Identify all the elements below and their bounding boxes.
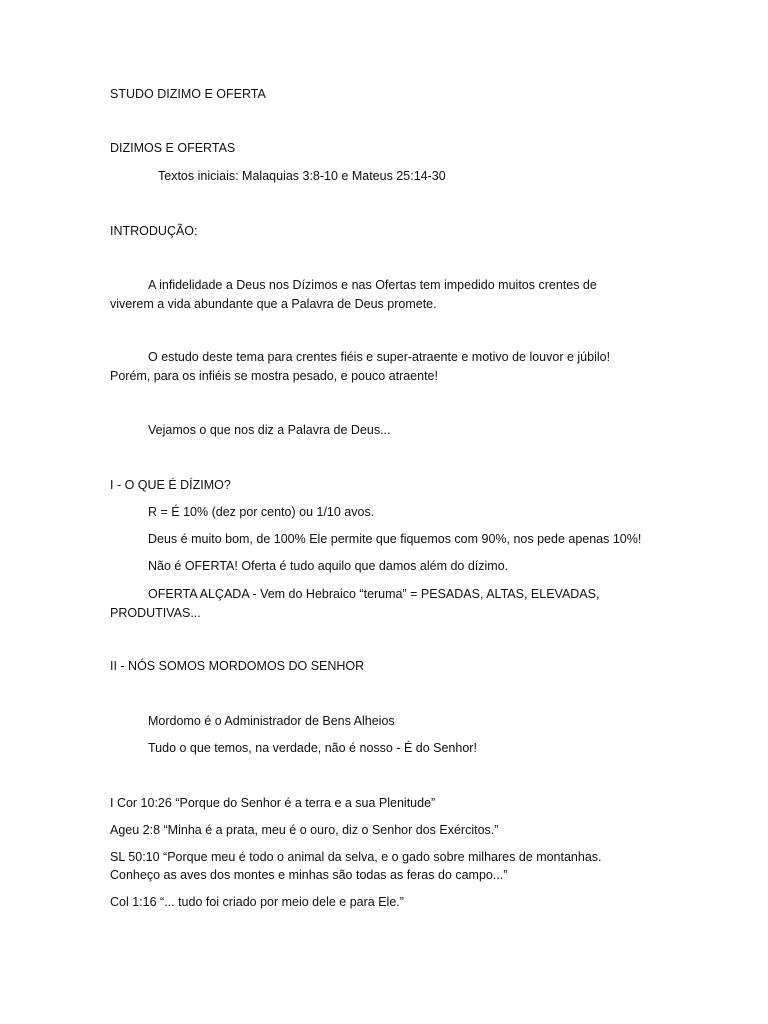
section-2-heading: II - NÓS SOMOS MORDOMOS DO SENHOR: [110, 659, 365, 673]
intro-paragraph-2-line-2: Porém, para os infiéis se mostra pesado, e pouco atraente!: [110, 369, 438, 383]
verse-1: I Cor 10:26 “Porque do Senhor é a terra e a sua Plenitude”: [110, 796, 436, 810]
section-1-heading: I - O QUE É DÍZIMO?: [110, 478, 231, 492]
section-1-line-4b: PRODUTIVAS...: [110, 606, 201, 620]
intro-heading: INTRODUÇÃO:: [110, 224, 198, 238]
verse-3a: SL 50:10 “Porque meu é todo o animal da selva, e o gado sobre milhares de montanhas.: [110, 850, 602, 864]
document-title: STUDO DIZIMO E OFERTA: [110, 87, 266, 101]
verse-3b: Conheço as aves dos montes e minhas são todas as feras do campo...”: [110, 868, 508, 882]
section-2-line-2: Tudo o que temos, na verdade, não é nosso - É do Senhor!: [148, 741, 477, 755]
intro-paragraph-1-line-1: A infidelidade a Deus nos Dízimos e nas Ofertas tem impedido muitos crentes de: [148, 278, 597, 292]
intro-paragraph-3: Vejamos o que nos diz a Palavra de Deus...: [148, 423, 391, 437]
intro-paragraph-2-line-1: O estudo deste tema para crentes fiéis e super-atraente e motivo de louvor e júbilo!: [148, 350, 611, 364]
verse-4: Col 1:16 “... tudo foi criado por meio dele e para Ele.”: [110, 895, 404, 909]
document-subtitle: DIZIMOS E OFERTAS: [110, 141, 236, 155]
initial-texts: Textos iniciais: Malaquias 3:8-10 e Mateus 25:14-30: [158, 169, 446, 183]
intro-paragraph-1-line-2: viverem a vida abundante que a Palavra de Deus promete.: [110, 297, 437, 311]
verse-2: Ageu 2:8 “Minha é a prata, meu é o ouro, diz o Senhor dos Exércitos.”: [110, 823, 499, 837]
section-2-line-1: Mordomo é o Administrador de Bens Alheios: [148, 714, 395, 728]
section-1-line-2: Deus é muito bom, de 100% Ele permite que fiquemos com 90%, nos pede apenas 10%!: [148, 532, 642, 546]
section-1-line-1: R = É 10% (dez por cento) ou 1/10 avos.: [148, 505, 375, 519]
section-1-line-3: Não é OFERTA! Oferta é tudo aquilo que damos além do dízimo.: [148, 559, 509, 573]
section-1-line-4a: OFERTA ALÇADA - Vem do Hebraico “teruma” = PESADAS, ALTAS, ELEVADAS,: [148, 587, 600, 601]
